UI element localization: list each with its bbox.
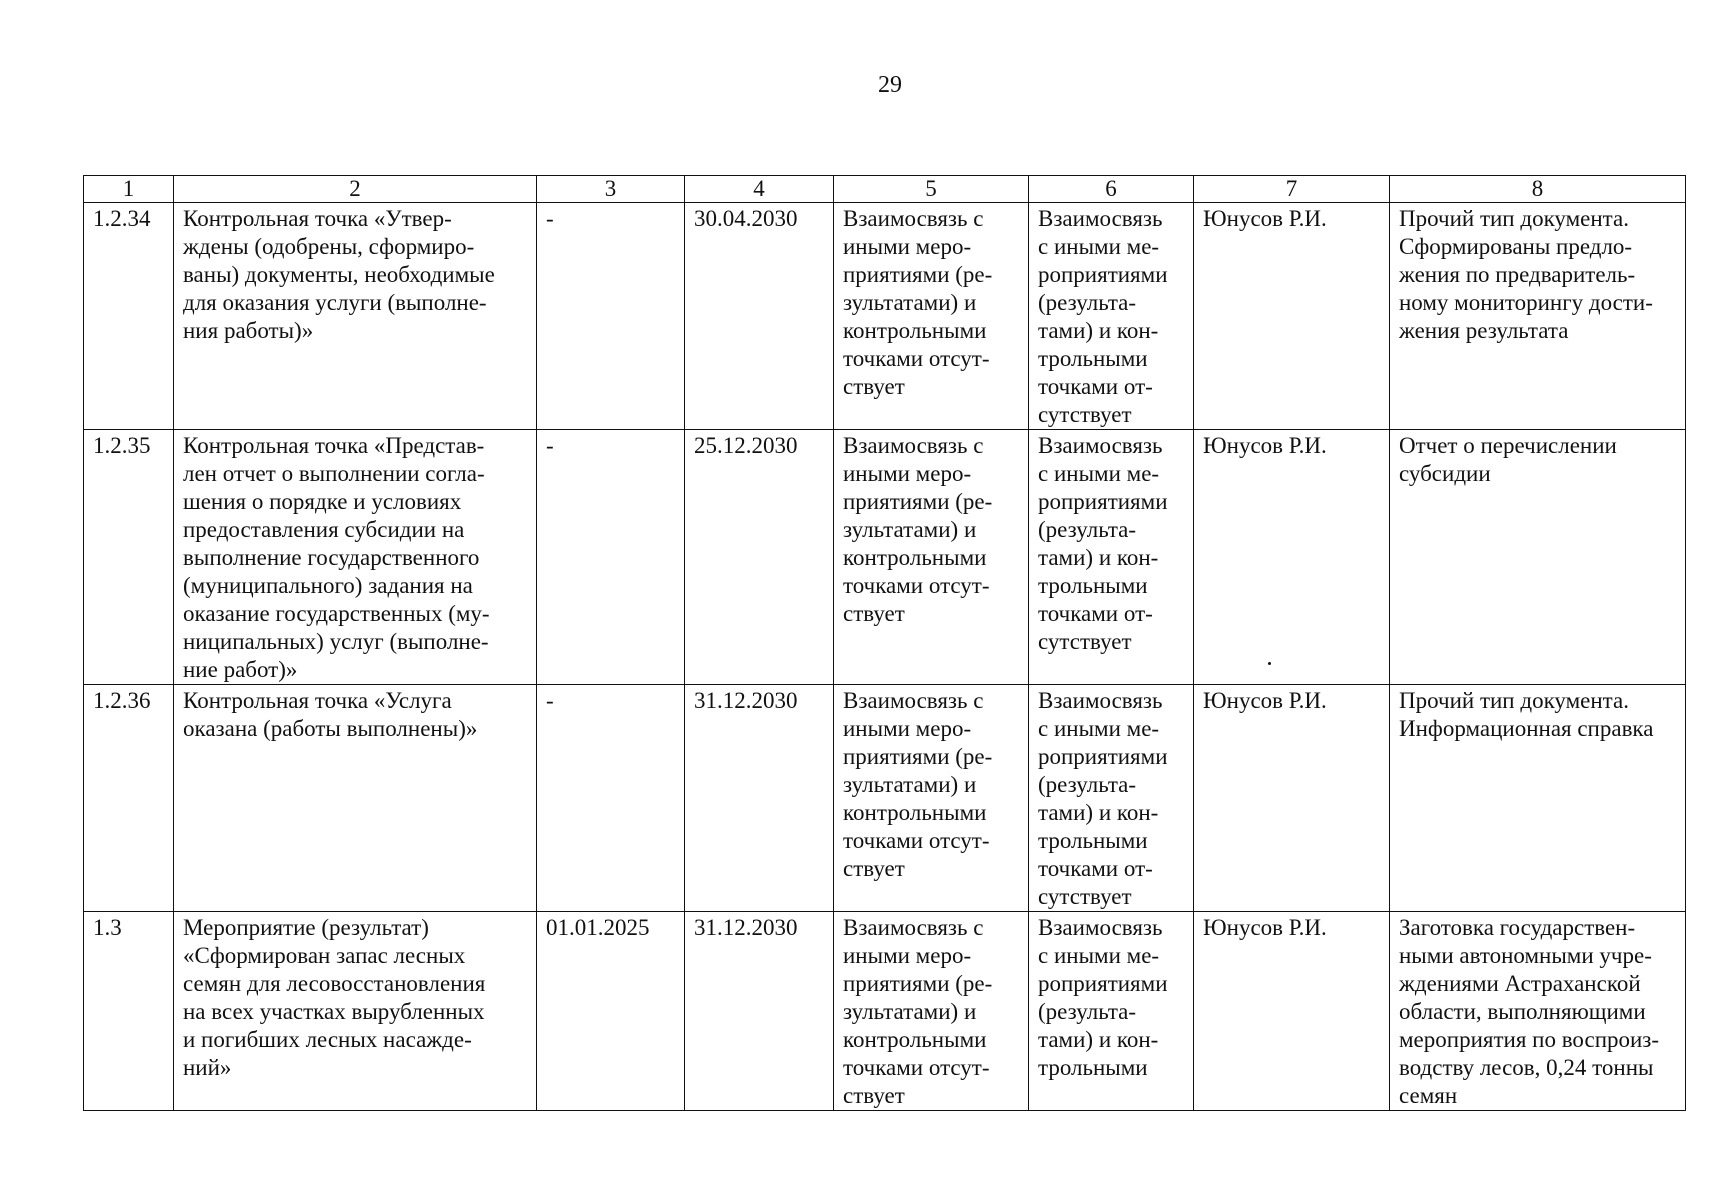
row-start-date-cell: 01.01.2025	[537, 912, 685, 1111]
row-start-date-cell: -	[537, 203, 685, 430]
row-end-date-cell: 30.04.2030	[685, 203, 834, 430]
column-header-5: 5	[834, 176, 1029, 203]
table-row	[84, 912, 1686, 1111]
row-start-date-cell: -	[537, 685, 685, 912]
row-links-prev-cell: Взаимосвязь с иными меро- приятиями (ре- зультатами) и контрольными точками отсут- ствует	[834, 685, 1029, 912]
row-number-cell: 1.2.35	[84, 430, 174, 685]
row-links-next-cell: Взаимосвязь с иными ме- роприятиями (результа- тами) и кон- трольными	[1029, 912, 1194, 1111]
row-number-cell: 1.2.34	[84, 203, 174, 430]
row-number-cell: 1.3	[84, 912, 174, 1111]
page-number: 29	[878, 72, 902, 98]
column-header-8: 8	[1390, 176, 1686, 203]
table-row	[84, 203, 1686, 430]
row-name-cell: Контрольная точка «Услуга оказана (работы выполнены)»	[174, 685, 537, 912]
row-end-date-cell: 31.12.2030	[685, 685, 834, 912]
column-header-3: 3	[537, 176, 685, 203]
row-responsible-cell: Юнусов Р.И.	[1194, 685, 1390, 912]
row-doc-type-cell: Заготовка государствен- ными автономными учре- ждениями Астраханской области, выполняющими мероприятия по воспроиз- водству лесов, 0,24 тонны семян	[1390, 912, 1686, 1111]
activities-table	[83, 175, 1686, 1111]
row-responsible-cell: Юнусов Р.И.	[1194, 430, 1390, 685]
column-header-6: 6	[1029, 176, 1194, 203]
row-links-prev-cell: Взаимосвязь с иными меро- приятиями (ре- зультатами) и контрольными точками отсут- ствует	[834, 912, 1029, 1111]
row-name-cell: Контрольная точка «Представ- лен отчет о выполнении согла- шения о порядке и условиях предоставления субсидии на выполнение государственного (муниципального) задания на оказание государственных (му- ниципальных) услуг (выполне- ние работ)»	[174, 430, 537, 685]
scan-speck	[1268, 662, 1271, 665]
row-doc-type-cell: Отчет о перечислении субсидии	[1390, 430, 1686, 685]
row-links-next-cell: Взаимосвязь с иными ме- роприятиями (результа- тами) и кон- трольными точками от- сутствует	[1029, 203, 1194, 430]
column-header-1: 1	[84, 176, 174, 203]
row-doc-type-cell: Прочий тип документа. Сформированы предло- жения по предваритель- ному мониторингу дости- жения результата	[1390, 203, 1686, 430]
header-row	[84, 176, 1686, 203]
row-links-next-cell: Взаимосвязь с иными ме- роприятиями (результа- тами) и кон- трольными точками от- сутствует	[1029, 430, 1194, 685]
table-row	[84, 685, 1686, 912]
row-responsible-cell: Юнусов Р.И.	[1194, 912, 1390, 1111]
row-number-cell: 1.2.36	[84, 685, 174, 912]
column-header-4: 4	[685, 176, 834, 203]
row-doc-type-cell: Прочий тип документа. Информационная справка	[1390, 685, 1686, 912]
table-row	[84, 430, 1686, 685]
row-end-date-cell: 25.12.2030	[685, 430, 834, 685]
column-header-7: 7	[1194, 176, 1390, 203]
row-name-cell: Контрольная точка «Утвер- ждены (одобрены, сформиро- ваны) документы, необходимые для оказания услуги (выполне- ния работы)»	[174, 203, 537, 430]
row-links-prev-cell: Взаимосвязь с иными меро- приятиями (ре- зультатами) и контрольными точками отсут- ствует	[834, 430, 1029, 685]
row-links-prev-cell: Взаимосвязь с иными меро- приятиями (ре- зультатами) и контрольными точками отсут- ствует	[834, 203, 1029, 430]
row-responsible-cell: Юнусов Р.И.	[1194, 203, 1390, 430]
row-links-next-cell: Взаимосвязь с иными ме- роприятиями (результа- тами) и кон- трольными точками от- сутствует	[1029, 685, 1194, 912]
row-end-date-cell: 31.12.2030	[685, 912, 834, 1111]
column-header-2: 2	[174, 176, 537, 203]
row-start-date-cell: -	[537, 430, 685, 685]
row-name-cell: Мероприятие (результат) «Сформирован запас лесных семян для лесовосстановления на всех участках вырубленных и погибших лесных насажде- ний»	[174, 912, 537, 1111]
